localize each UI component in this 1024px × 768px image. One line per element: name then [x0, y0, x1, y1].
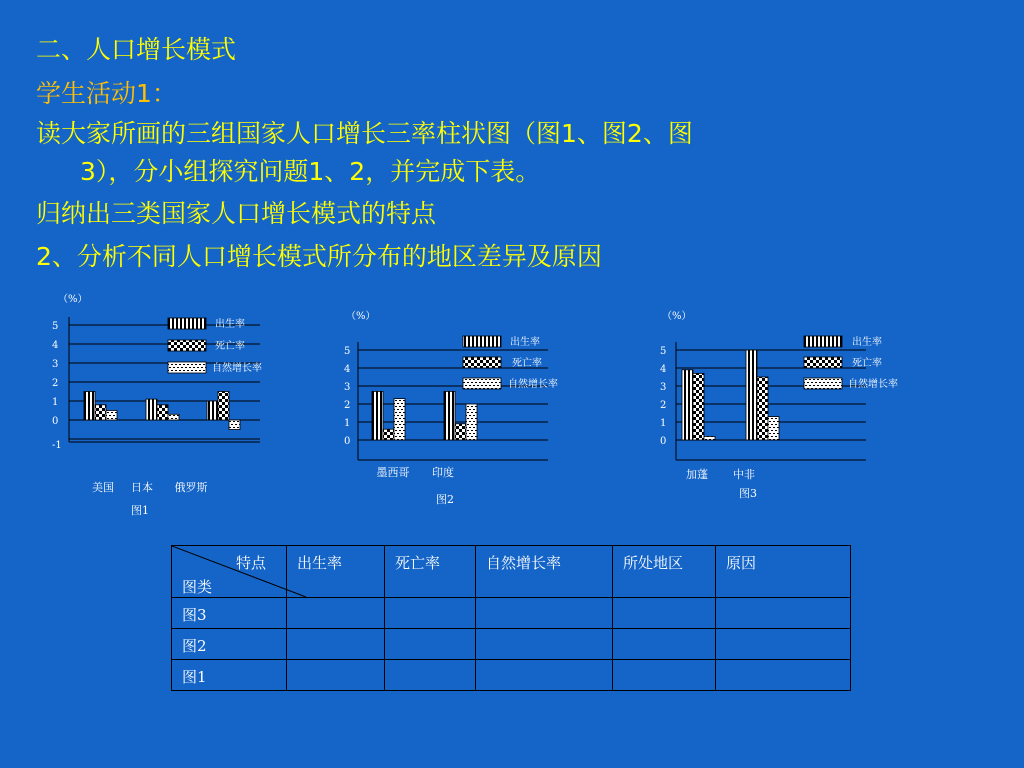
bar [394, 399, 405, 440]
y-tick-label: 1 [52, 397, 59, 408]
y-tick-label: 5 [52, 321, 59, 332]
table-cell [385, 629, 476, 660]
category-label: 印度 [432, 466, 454, 479]
y-tick-label: 3 [344, 382, 351, 393]
y-tick-label: 2 [344, 400, 351, 411]
chart-title: 图2 [436, 493, 454, 506]
activity-label: 学生活动1： [36, 79, 177, 108]
legend-label: 自然增长率 [508, 379, 558, 390]
table-cell [287, 629, 385, 660]
bar [455, 424, 466, 440]
y-tick-label: 3 [660, 382, 667, 393]
y-tick-label: 2 [660, 400, 667, 411]
bar [84, 392, 95, 421]
legend-swatch [804, 336, 842, 347]
table-row [172, 629, 851, 660]
category-label: 中非 [733, 468, 755, 481]
y-unit-label: （%） [346, 311, 376, 322]
legend-label: 出生率 [852, 337, 882, 348]
table-cell [613, 598, 716, 629]
table-cell [287, 660, 385, 691]
corner-bottom-label: 图类 [182, 578, 213, 596]
table-header-cell: 死亡率 [385, 546, 476, 598]
legend-label: 自然增长率 [212, 363, 262, 374]
table-cell [385, 660, 476, 691]
y-tick-label: 5 [660, 346, 667, 357]
y-tick-label: 1 [344, 418, 351, 429]
bar [146, 399, 157, 420]
chart-1 [52, 293, 262, 517]
bar [372, 391, 383, 440]
table-cell [613, 660, 716, 691]
table-cell [476, 629, 613, 660]
y-tick-label: -1 [52, 440, 62, 451]
category-label: 俄罗斯 [174, 481, 208, 494]
table-row [172, 660, 851, 691]
task-line-1: 归纳出三类国家人口增长模式的特点 [36, 199, 437, 228]
heading-text: 二、人口增长模式 [36, 35, 237, 64]
y-tick-label: 5 [344, 346, 351, 357]
chart-title: 图3 [739, 487, 757, 500]
legend-swatch [168, 318, 206, 329]
legend-swatch [804, 378, 842, 389]
table-cell [385, 598, 476, 629]
table-cell [476, 598, 613, 629]
table-header-cell: 所处地区 [613, 546, 716, 598]
bar [168, 414, 179, 420]
table-row-label: 图1 [172, 660, 287, 691]
table-row-label: 图3 [172, 598, 287, 629]
bar [383, 429, 394, 440]
instruction-line-2: 3），分小组探究问题1、2，并完成下表。 [80, 157, 541, 186]
table-cell [716, 629, 851, 660]
chart-3 [660, 310, 898, 500]
legend-label: 死亡率 [215, 341, 245, 352]
bar [106, 411, 117, 421]
y-tick-label: 0 [344, 436, 351, 447]
category-label: 墨西哥 [376, 466, 410, 479]
table-cell [476, 660, 613, 691]
legend-label: 死亡率 [512, 358, 542, 369]
bar [693, 373, 704, 440]
table-cell [716, 598, 851, 629]
instruction-line-1: 读大家所画的三组国家人口增长三率柱状图（图1、图2、图 [36, 119, 693, 148]
legend-label: 出生率 [510, 337, 540, 348]
category-label: 日本 [131, 481, 153, 494]
table-cell [287, 598, 385, 629]
bar [768, 417, 779, 440]
bar [218, 392, 229, 421]
legend-label: 自然增长率 [848, 379, 898, 390]
table-header-cell: 原因 [716, 546, 851, 598]
bar [682, 370, 693, 440]
y-tick-label: 3 [52, 359, 59, 370]
legend-swatch [463, 378, 501, 389]
y-tick-label: 0 [52, 416, 59, 427]
y-unit-label: （%） [58, 294, 88, 305]
chart-2 [344, 310, 558, 506]
task-line-2: 2、分析不同人口增长模式所分布的地区差异及原因 [36, 242, 602, 271]
table-row-label: 图2 [172, 629, 287, 660]
table-header-cell: 出生率 [287, 546, 385, 598]
legend-swatch [804, 357, 842, 368]
table-cell [613, 629, 716, 660]
legend-swatch [463, 336, 501, 347]
bar [229, 420, 240, 430]
table-corner-cell [172, 546, 287, 598]
y-tick-label: 4 [52, 340, 59, 351]
y-tick-label: 4 [344, 364, 351, 375]
table-cell [716, 660, 851, 691]
corner-top-label: 特点 [236, 554, 267, 572]
bar [157, 405, 168, 420]
table-header-cell: 自然增长率 [476, 546, 613, 598]
bar [704, 436, 715, 440]
bar [207, 401, 218, 420]
category-label: 加蓬 [686, 468, 708, 481]
bar [466, 404, 477, 440]
legend-label: 出生率 [215, 319, 245, 330]
chart-title: 图1 [131, 504, 149, 517]
table-row [172, 598, 851, 629]
y-tick-label: 2 [52, 378, 59, 389]
bar [757, 377, 768, 440]
y-unit-label: （%） [662, 311, 692, 322]
legend-label: 死亡率 [852, 358, 882, 369]
y-tick-label: 1 [660, 418, 667, 429]
summary-table [171, 545, 851, 691]
legend-swatch [168, 362, 206, 373]
y-tick-label: 4 [660, 364, 667, 375]
legend-swatch [168, 340, 206, 351]
table-header-row [172, 546, 851, 598]
legend-swatch [463, 357, 501, 368]
y-tick-label: 0 [660, 436, 667, 447]
bar [95, 405, 106, 420]
category-label: 美国 [92, 481, 114, 494]
bar [746, 350, 757, 440]
bar [444, 391, 455, 440]
